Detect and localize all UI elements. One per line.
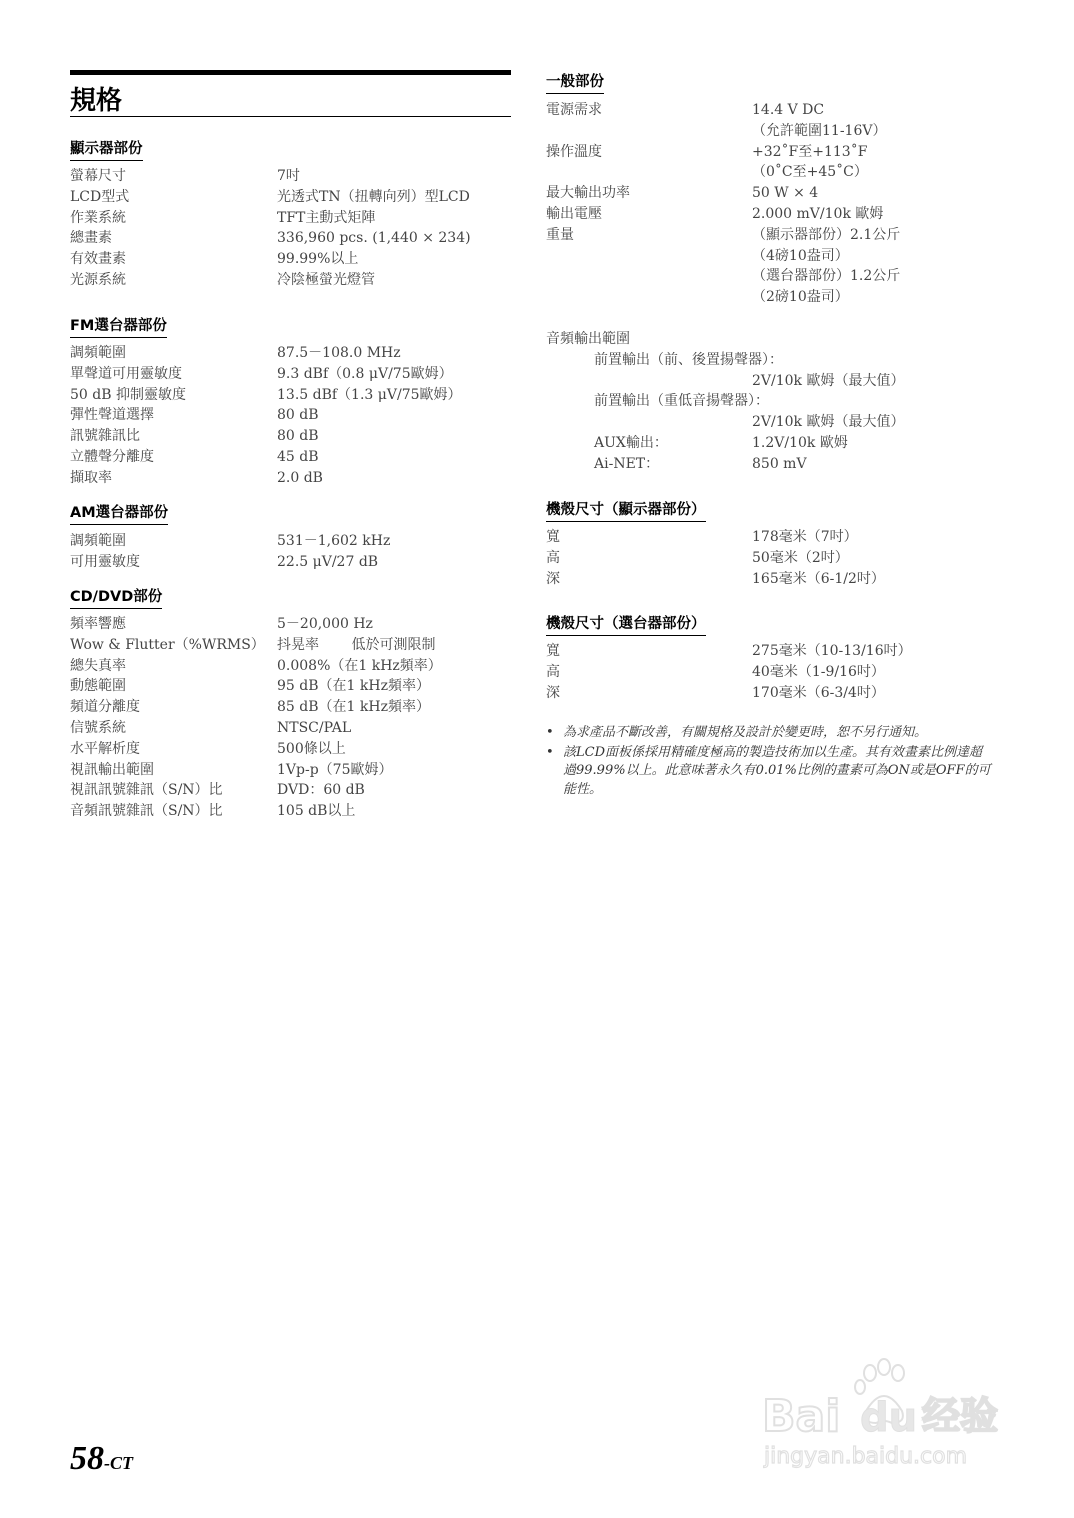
- spec-list-audio: [546, 329, 996, 475]
- watermark-brand2: du: [860, 1395, 918, 1441]
- spec-row: [546, 641, 996, 662]
- spec-row: [546, 454, 996, 475]
- spec-row: [70, 249, 510, 270]
- spec-value: DVD：60 dB: [277, 782, 365, 799]
- spec-row: [70, 447, 510, 468]
- spec-label: 信號系統: [70, 719, 126, 736]
- spec-row: [70, 228, 510, 249]
- spec-row: [70, 426, 510, 447]
- spec-label: 輸出電壓: [546, 205, 602, 222]
- spec-row: [546, 662, 996, 683]
- spec-value: （允許範圍11-16V）: [752, 122, 887, 139]
- spec-row: [546, 246, 996, 267]
- spec-label: 彈性聲道選擇: [70, 407, 154, 424]
- title-bar: [70, 70, 511, 75]
- spec-row: [70, 364, 510, 385]
- spec-value: 0.008%（在1 kHz頻率）: [277, 657, 442, 674]
- spec-value: 531－1,602 kHz: [277, 533, 391, 549]
- spec-label: 立體聲分離度: [70, 448, 154, 465]
- spec-label: 深: [546, 570, 560, 587]
- spec-row: [70, 187, 510, 208]
- spec-label: 調頻範圍: [70, 345, 126, 361]
- spec-label: 單聲道可用靈敏度: [70, 365, 182, 382]
- spec-row: [70, 343, 510, 364]
- spec-value: （選台器部份）1.2公斤: [752, 268, 901, 285]
- spec-label: 訊號雜訊比: [70, 428, 140, 445]
- spec-value: NTSC/PAL: [277, 719, 352, 736]
- spec-value: 50 W × 4: [752, 185, 819, 202]
- spec-label: 深: [546, 684, 560, 701]
- spec-value: 2.0 dB: [277, 469, 323, 486]
- spec-list-dim-display: [546, 527, 996, 589]
- spec-value: （顯示器部份）2.1公斤: [752, 226, 901, 243]
- spec-value: 40毫米（1-9/16吋）: [752, 663, 885, 680]
- spec-label: LCD型式: [70, 188, 130, 205]
- spec-label: 視訊訊號雜訊（S/N）比: [70, 782, 223, 799]
- spec-row: [70, 405, 510, 426]
- spec-label: 動態範圍: [70, 678, 126, 695]
- spec-value: 95 dB（在1 kHz頻率）: [277, 678, 430, 695]
- spec-value: 9.3 dBf（0.8 μV/75歐姆）: [277, 365, 453, 382]
- spec-value: 抖晃率 低於可測限制: [277, 636, 436, 653]
- spec-label: 視訊輸出範圍: [70, 761, 154, 778]
- spec-row: [70, 780, 510, 801]
- spec-label: 調頻範圍: [70, 533, 126, 549]
- spec-value: 冷陰極螢光燈管: [277, 271, 375, 288]
- spec-row: [70, 760, 510, 781]
- spec-list-general: [546, 100, 996, 308]
- spec-row: [546, 121, 996, 142]
- spec-row: [70, 718, 510, 739]
- spec-value: （4磅10盎司）: [752, 247, 849, 264]
- note-item: [546, 724, 991, 743]
- spec-value: 7吋: [277, 168, 300, 184]
- spec-row: [546, 100, 996, 121]
- spec-label: 前置輸出（重低音揚聲器）：: [594, 393, 769, 410]
- spec-label: AUX輸出：: [594, 434, 668, 451]
- spec-row: [70, 676, 510, 697]
- spec-row: [70, 739, 510, 760]
- spec-row: [546, 548, 996, 569]
- spec-value: 87.5－108.0 MHz: [277, 345, 401, 361]
- spec-value: 170毫米（6-3/4吋）: [752, 684, 885, 701]
- spec-row: [546, 350, 996, 371]
- spec-label: 最大輸出功率: [546, 185, 630, 202]
- notes: [546, 724, 991, 800]
- spec-list-dim-tuner: [546, 641, 996, 703]
- bullet: •: [546, 744, 554, 760]
- spec-value: 2V/10k 歐姆（最大值）: [752, 372, 905, 389]
- spec-value: 5－20,000 Hz: [277, 616, 373, 632]
- spec-value: 50毫米（2吋）: [752, 549, 849, 566]
- spec-label: 操作溫度: [546, 143, 602, 160]
- spec-row: [546, 527, 996, 548]
- title-rule: [70, 116, 511, 117]
- spec-value: 99.99%以上: [277, 251, 359, 268]
- spec-label: 可用靈敏度: [70, 553, 140, 570]
- note-text: 為求產品不斷改善，有關規格及設計於變更時，恕不另行通知。: [563, 725, 928, 740]
- watermark-cn: 经验: [922, 1394, 999, 1438]
- spec-label: 頻道分離度: [70, 699, 140, 716]
- spec-row: [70, 531, 510, 552]
- spec-label: 電源需求: [546, 102, 602, 118]
- spec-row: [70, 385, 510, 406]
- spec-value: 2.000 mV/10k 歐姆: [752, 205, 884, 222]
- spec-value: 13.5 dBf（1.3 μV/75歐姆）: [277, 386, 462, 403]
- spec-label: 有效畫素: [70, 251, 126, 268]
- spec-row: [546, 391, 996, 412]
- spec-value: TFT主動式矩陣: [277, 209, 376, 226]
- spec-label: 擷取率: [70, 469, 112, 486]
- spec-row: [70, 697, 510, 718]
- spec-label: 寬: [546, 643, 560, 659]
- spec-value: 22.5 μV/27 dB: [277, 553, 379, 570]
- watermark-url: jingyan.baidu.com: [764, 1444, 968, 1469]
- baidu-watermark-logo: [760, 1355, 1010, 1475]
- spec-row: [546, 183, 996, 204]
- page-number: [70, 1440, 133, 1478]
- spec-label: 總失真率: [70, 657, 126, 674]
- spec-list-am: [70, 531, 510, 573]
- section-heading-general: 一般部份: [546, 70, 604, 94]
- spec-label: 50 dB 抑制靈敏度: [70, 386, 186, 403]
- spec-value: 85 dB（在1 kHz頻率）: [277, 699, 430, 716]
- section-heading-fm: FM選台器部份: [70, 314, 167, 338]
- spec-value: 光透式TN（扭轉向列）型LCD: [277, 188, 470, 205]
- spec-row: [546, 569, 996, 590]
- spec-value: 80 dB: [277, 407, 319, 424]
- spec-value: 2V/10k 歐姆（最大值）: [752, 414, 905, 431]
- spec-row: [546, 683, 996, 704]
- spec-row: [70, 801, 510, 822]
- spec-label: 音頻訊號雜訊（S/N）比: [70, 803, 223, 820]
- spec-row: [70, 468, 510, 489]
- spec-value: 336,960 pcs. (1,440 × 234): [277, 230, 471, 247]
- spec-value: 14.4 V DC: [752, 102, 825, 118]
- spec-row: [546, 412, 996, 433]
- spec-list-cd: [70, 614, 510, 822]
- section-heading-display: 顯示器部份: [70, 137, 143, 161]
- spec-value: 178毫米（7吋）: [752, 529, 858, 545]
- spec-row: [70, 166, 510, 187]
- spec-row: [546, 162, 996, 183]
- spec-label: 重量: [546, 226, 574, 243]
- spec-label: 高: [546, 663, 560, 680]
- section-heading-dim-display: 機殼尺寸（顯示器部份）: [546, 498, 706, 522]
- page-title: 規格: [70, 86, 123, 116]
- spec-label: 寬: [546, 529, 560, 545]
- spec-row: [546, 433, 996, 454]
- spec-label: Ai-NET：: [594, 455, 660, 472]
- spec-value: （2磅10盎司）: [752, 289, 849, 306]
- page-number-value: 58: [70, 1440, 104, 1477]
- note-item: [546, 744, 991, 800]
- spec-row: [70, 614, 510, 635]
- spec-value: 850 mV: [752, 455, 807, 472]
- spec-row: [70, 552, 510, 573]
- spec-row: [70, 656, 510, 677]
- spec-row: [546, 371, 996, 392]
- spec-value: 275毫米（10-13/16吋）: [752, 643, 912, 659]
- spec-value: （0˚C至+45˚C）: [752, 164, 868, 181]
- spec-row: [546, 266, 996, 287]
- spec-row: [546, 287, 996, 308]
- spec-value: +32˚F至+113˚F: [752, 143, 868, 160]
- spec-label: 螢幕尺寸: [70, 168, 126, 184]
- spec-label: 頻率響應: [70, 616, 126, 632]
- spec-row: [546, 329, 996, 350]
- section-heading-am: AM選台器部份: [70, 501, 168, 525]
- spec-value: 105 dB以上: [277, 803, 356, 820]
- spec-value: 165毫米（6-1/2吋）: [752, 570, 885, 587]
- spec-row: [546, 204, 996, 225]
- spec-value: 80 dB: [277, 428, 319, 445]
- spec-value: 45 dB: [277, 448, 319, 465]
- spec-label: 高: [546, 549, 560, 566]
- spec-row: [70, 208, 510, 229]
- page-number-suffix: -CT: [104, 1453, 133, 1473]
- spec-label: 水平解析度: [70, 740, 140, 757]
- bullet: •: [546, 725, 554, 740]
- spec-row: [546, 142, 996, 163]
- section-heading-cd: CD/DVD部份: [70, 585, 162, 609]
- watermark-brand: Bai: [762, 1391, 841, 1442]
- spec-row: [70, 635, 510, 656]
- note-text: 該LCD面板係採用精確度極高的製造技術加以生產。其有效畫素比例達超過99.99%以上。此意味著永久有0.01%比例的畫素可為ON或是OFF的可能性。: [563, 744, 991, 797]
- spec-label: 作業系統: [70, 209, 126, 226]
- spec-label: Wow & Flutter（%WRMS）: [70, 636, 265, 653]
- spec-list-display: [70, 166, 510, 291]
- spec-row: [70, 270, 510, 291]
- spec-label: 總畫素: [70, 230, 112, 247]
- spec-row: [546, 225, 996, 246]
- spec-label: 前置輸出（前、後置揚聲器）：: [594, 351, 783, 368]
- spec-label: 光源系統: [70, 271, 126, 288]
- spec-list-fm: [70, 343, 510, 489]
- section-heading-dim-tuner: 機殼尺寸（選台器部份）: [546, 612, 706, 636]
- spec-value: 500條以上: [277, 740, 346, 757]
- spec-value: 1.2V/10k 歐姆: [752, 434, 848, 451]
- spec-value: 1Vp-p（75歐姆）: [277, 761, 393, 778]
- spec-label: 音頻輸出範圍: [546, 331, 630, 347]
